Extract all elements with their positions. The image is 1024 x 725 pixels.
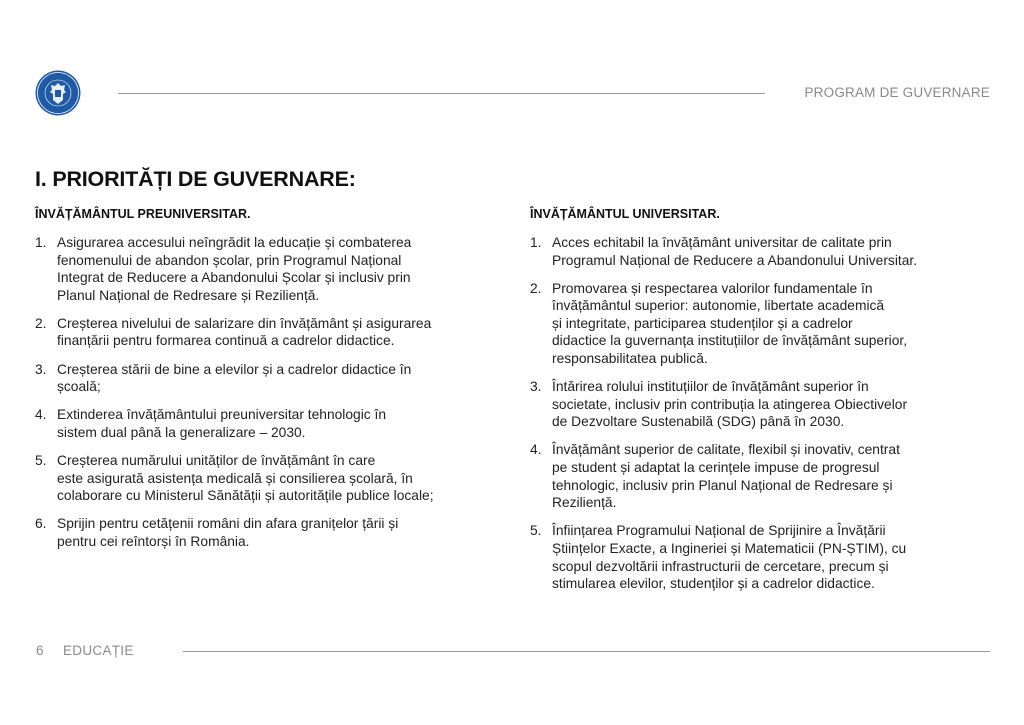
item-number: 5.: [530, 523, 542, 539]
item-number: 1.: [35, 235, 47, 250]
section-heading: ÎNVĂȚĂMÂNTUL UNIVERSITAR.: [530, 207, 720, 221]
priority-list: [35, 234, 505, 550]
item-text-line: Științelor Exacte, a Ingineriei și Matematicii (PN-ȘTIM), cu: [552, 540, 907, 556]
item-text-line: Sprijin pentru cetățenii români din afara granițelor țării și: [57, 516, 399, 532]
item-text-line: învățământul superior: autonomie, libertate academică: [552, 298, 885, 314]
item-text-line: școală;: [57, 379, 101, 395]
item-text-line: scopul dezvoltării infrastructurii de cercetare, precum și: [552, 558, 889, 574]
item-number: 5.: [35, 452, 47, 468]
item-text-line: Înființarea Programului Național de Sprijinire a Învățării: [552, 523, 886, 539]
item-text-line: societate, inclusiv prin contribuția la atingerea Obiectivelor: [552, 396, 908, 412]
item-text-line: Acces echitabil la învățământ universitar de calitate prin: [552, 235, 892, 250]
item-text-line: pentru cei reîntorși în România.: [57, 533, 250, 549]
document-title: PROGRAM DE GUVERNARE: [804, 85, 990, 100]
item-text-line: colaborare cu Ministerul Sănătății și autoritățile publice locale;: [57, 488, 434, 504]
government-logo: [35, 70, 81, 116]
page-title: I. PRIORITĂȚI DE GUVERNARE:: [35, 167, 356, 191]
item-text-line: tehnologic, inclusiv prin Planul Național de Redresare și: [552, 477, 893, 493]
item-text-line: Reziliență.: [552, 495, 617, 511]
list-item: [530, 522, 1000, 592]
item-text-line: Planul Național de Redresare și Reziliență.: [57, 287, 320, 303]
list-item: [530, 378, 1000, 431]
item-text-line: fenomenului de abandon școlar, prin Programul Național: [57, 252, 402, 268]
item-text-line: și integritate, participarea studenților și a cadrelor: [552, 315, 853, 331]
item-number: 6.: [35, 516, 47, 532]
item-number: 2.: [35, 315, 47, 331]
list-item: [35, 452, 505, 505]
item-text-line: responsabilitatea publică.: [552, 351, 708, 367]
list-item: [35, 406, 505, 441]
list-item: [35, 515, 505, 550]
item-text-line: Creșterea numărului unităților de învățământ în care: [57, 452, 376, 468]
item-text-line: finanțării pentru formarea continuă a cadrelor didactice.: [57, 333, 395, 349]
item-text-line: este asigurată asistența medicală și consilierea școlară, în: [57, 470, 413, 486]
item-text-line: de Dezvoltare Sustenabilă (SDG) până în 2030.: [552, 414, 845, 430]
list-item: [35, 234, 505, 304]
item-text-line: Învățământ superior de calitate, flexibil și inovativ, centrat: [552, 442, 900, 458]
footer-rule: [183, 651, 990, 652]
item-number: 3.: [530, 379, 542, 395]
item-text-line: Întărirea rolului instituțiilor de învățământ superior în: [552, 379, 869, 395]
item-text-line: stimularea elevilor, studenților și a cadrelor didactice.: [552, 576, 875, 592]
section-heading: ÎNVĂȚĂMÂNTUL PREUNIVERSITAR.: [35, 207, 251, 221]
header-rule: [118, 93, 765, 94]
item-text-line: Extinderea învățământului preuniversitar tehnologic în: [57, 407, 387, 423]
list-item: [530, 280, 1000, 368]
list-item: [35, 361, 505, 396]
item-number: 3.: [35, 361, 47, 377]
item-text-line: didactice la guvernanța instituțiilor de învățământ superior,: [552, 333, 908, 349]
list-item: [35, 315, 505, 350]
preuniversity-section: [35, 207, 505, 561]
item-text-line: Programul Național de Reducere a Abandonului Universitar.: [552, 252, 918, 268]
item-number: 2.: [530, 280, 542, 296]
page-number: 6: [36, 643, 44, 658]
item-number: 4.: [530, 442, 542, 458]
priority-list: [530, 234, 1000, 593]
footer-section-label: EDUCAȚIE: [63, 643, 134, 658]
item-number: 1.: [530, 235, 542, 250]
item-text-line: Creșterea nivelului de salarizare din învățământ și asigurarea: [57, 315, 432, 331]
list-item: [530, 234, 1000, 269]
item-number: 4.: [35, 407, 47, 423]
item-text-line: sistem dual până la generalizare – 2030.: [57, 424, 306, 440]
university-section: [530, 207, 1000, 603]
item-text-line: Creșterea stării de bine a elevilor și a cadrelor didactice în: [57, 361, 412, 377]
item-text-line: Integrat de Reducere a Abandonului Școlar și inclusiv prin: [57, 270, 411, 286]
item-text-line: Promovarea și respectarea valorilor fundamentale în: [552, 280, 873, 296]
item-text-line: pe student și adaptat la cerințele impuse de progresul: [552, 460, 880, 476]
list-item: [530, 441, 1000, 511]
item-text-line: Asigurarea accesului neîngrădit la educație și combaterea: [57, 235, 412, 250]
